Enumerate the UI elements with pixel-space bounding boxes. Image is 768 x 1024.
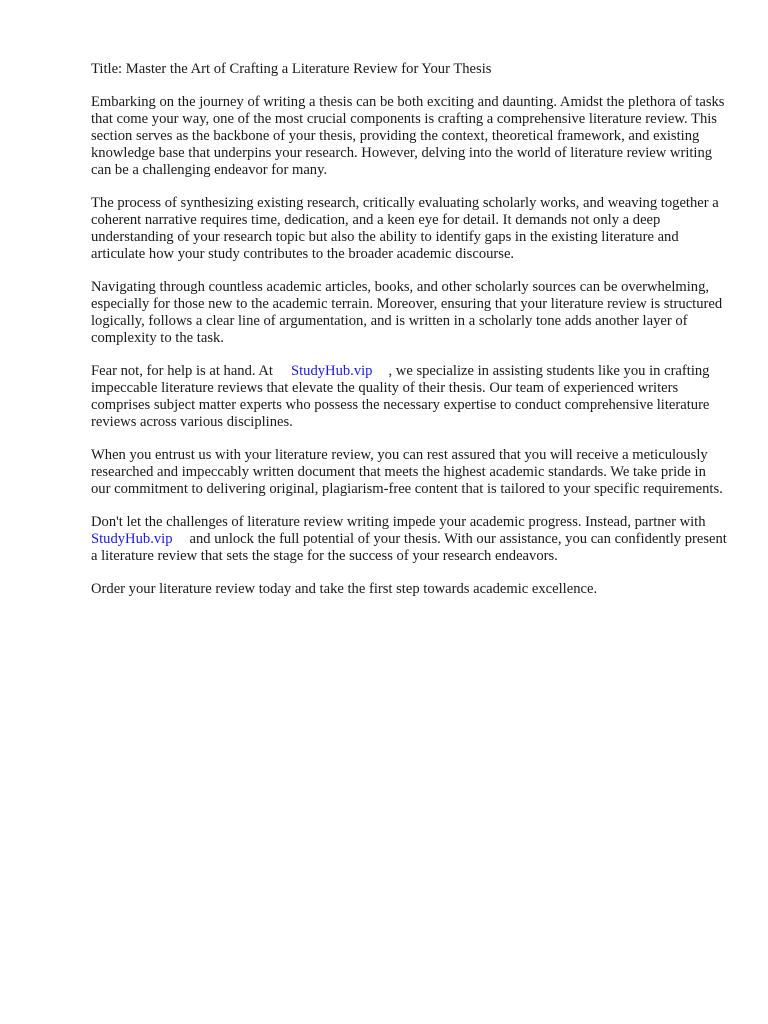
paragraph-help-text-before: Fear not, for help is at hand. At — [91, 363, 273, 379]
paragraph-navigating: Navigating through countless academic articles, books, and other scholarly sources can be overwhelming, especially for those new to the academic terrain. Moreover, ensuring that your literature review is structured logically, follows a clear line of argumentation, and is written in a scholarly tone adds another layer of complexity to the task. — [91, 279, 723, 346]
studyhub-link[interactable]: StudyHub.vip — [290, 363, 373, 379]
document-page — [91, 61, 727, 614]
paragraph-intro: Embarking on the journey of writing a thesis can be both exciting and daunting. Amidst the plethora of tasks that come your way, one of the most crucial components is crafting a comprehensive literature review. This section serves as the backbone of your thesis, providing the context, theoretical framework, and existing knowledge base that underpins your research. However, delving into the world of literature review writing can be a challenging endeavor for many. — [91, 94, 725, 178]
paragraph-help-text-after: , we specialize in assisting students like you in crafting impeccable literature reviews that elevate the quality of their thesis. Our team of experienced writers comprises subject matter experts who possess the necessary expertise to conduct comprehensive literature reviews across various disciplines. — [91, 363, 710, 430]
document-title: Title: Master the Art of Crafting a Literature Review for Your Thesis — [91, 61, 492, 77]
paragraph-partner — [91, 514, 727, 565]
paragraph-help — [91, 363, 727, 431]
paragraph-process: The process of synthesizing existing research, critically evaluating scholarly works, and weaving together a coherent narrative requires time, dedication, and a keen eye for detail. It demands not only a deep understanding of your research topic but also the ability to identify gaps in the existing literature and articulate how your study contributes to the broader academic discourse. — [91, 195, 719, 262]
paragraph-partner-text-before: Don't let the challenges of literature review writing impede your academic progress. Instead, partner with — [91, 514, 706, 530]
paragraph-partner-text-after: and unlock the full potential of your thesis. With our assistance, you can confidently present a literature review that sets the stage for the success of your research endeavors. — [91, 531, 727, 564]
studyhub-link-2[interactable]: StudyHub.vip — [91, 531, 173, 547]
paragraph-order: Order your literature review today and take the first step towards academic excellence. — [91, 581, 598, 597]
paragraph-entrust: When you entrust us with your literature review, you can rest assured that you will receive a meticulously researched and impeccably written document that meets the highest academic standards. We take pride in our commitment to delivering original, plagiarism-free content that is tailored to your specific requirements. — [91, 447, 723, 497]
